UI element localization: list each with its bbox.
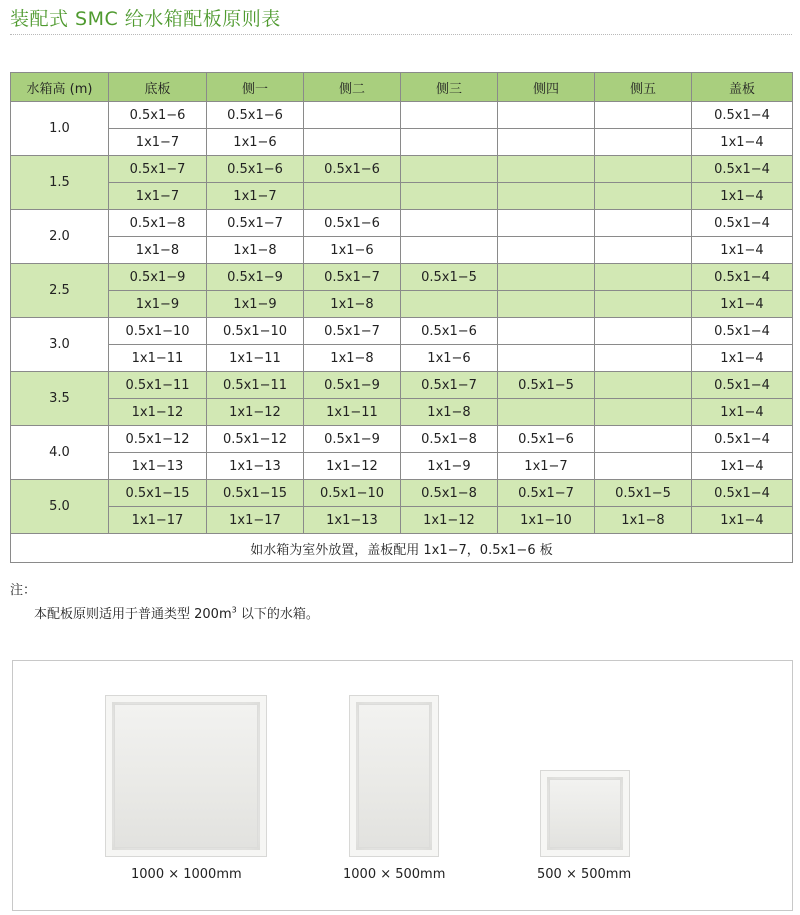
column-header: 水箱高 (m) [11, 73, 109, 102]
table-cell: 0.5x1−8 [401, 426, 498, 453]
table-cell: 1x1−13 [109, 453, 207, 480]
table-cell: 0.5x1−8 [109, 210, 207, 237]
table-cell [595, 426, 692, 453]
table-cell: 0.5x1−4 [692, 210, 793, 237]
table-row [11, 453, 793, 480]
table-cell: 1x1−8 [109, 237, 207, 264]
table-cell: 0.5x1−11 [207, 372, 304, 399]
table-cell: 1x1−4 [692, 507, 793, 534]
table-cell: 0.5x1−9 [109, 264, 207, 291]
tank-height-cell: 1.5 [11, 156, 109, 210]
table-cell: 1x1−8 [595, 507, 692, 534]
note-title: 注： [10, 583, 37, 598]
table-cell: 0.5x1−4 [692, 426, 793, 453]
tank-height-cell: 5.0 [11, 480, 109, 534]
table-cell: 1x1−8 [207, 237, 304, 264]
table-cell: 0.5x1−12 [207, 426, 304, 453]
table-cell [498, 345, 595, 372]
table-cell [498, 129, 595, 156]
table-cell: 1x1−9 [109, 291, 207, 318]
table-cell: 1x1−6 [401, 345, 498, 372]
table-cell: 0.5x1−11 [109, 372, 207, 399]
table-cell: 0.5x1−10 [304, 480, 401, 507]
table-cell: 1x1−10 [498, 507, 595, 534]
table-cell [498, 318, 595, 345]
table-row [11, 237, 793, 264]
note-superscript: 3 [231, 605, 237, 615]
table-cell: 0.5x1−6 [109, 102, 207, 129]
panel-photo-1000x1000 [105, 695, 267, 857]
table-row [11, 372, 793, 399]
tank-height-cell: 2.5 [11, 264, 109, 318]
panel-photo-500x500 [540, 770, 630, 857]
table-row [11, 345, 793, 372]
table-cell: 1x1−7 [498, 453, 595, 480]
table-cell [498, 291, 595, 318]
title-divider [10, 34, 792, 35]
column-header: 底板 [109, 73, 207, 102]
table-cell: 0.5x1−4 [692, 480, 793, 507]
table-cell [595, 264, 692, 291]
table-cell [595, 291, 692, 318]
table-cell: 0.5x1−9 [304, 372, 401, 399]
table-cell [498, 183, 595, 210]
table-cell: 1x1−11 [304, 399, 401, 426]
note-text-tail: 以下的水箱。 [236, 607, 319, 622]
product-photo-box [12, 660, 793, 911]
table-cell [498, 237, 595, 264]
table-cell [595, 210, 692, 237]
panel-caption-1000x500: 1000 × 500mm [343, 867, 446, 882]
table-cell [595, 183, 692, 210]
table-header-row [11, 73, 793, 102]
table-cell: 0.5x1−12 [109, 426, 207, 453]
table-row [11, 102, 793, 129]
table-cell [498, 210, 595, 237]
table-row [11, 480, 793, 507]
table-cell: 1x1−7 [109, 129, 207, 156]
table-cell [595, 102, 692, 129]
table-cell: 0.5x1−10 [207, 318, 304, 345]
column-header: 侧三 [401, 73, 498, 102]
table-cell: 1x1−13 [207, 453, 304, 480]
table-cell: 0.5x1−4 [692, 156, 793, 183]
table-cell: 1x1−9 [401, 453, 498, 480]
table-cell [595, 399, 692, 426]
table-row [11, 318, 793, 345]
table-cell [595, 237, 692, 264]
table-cell: 0.5x1−6 [401, 318, 498, 345]
note-text [34, 603, 319, 622]
table-cell [401, 210, 498, 237]
table-cell: 1x1−12 [207, 399, 304, 426]
table-cell: 1x1−7 [109, 183, 207, 210]
tank-height-cell: 1.0 [11, 102, 109, 156]
table-cell: 0.5x1−7 [304, 318, 401, 345]
table-row [11, 291, 793, 318]
table-footer-row [11, 534, 793, 563]
tank-height-cell: 2.0 [11, 210, 109, 264]
note-text-main: 本配板原则适用于普通类型 200m [34, 607, 232, 622]
table-cell: 0.5x1−5 [595, 480, 692, 507]
table-cell: 0.5x1−5 [498, 372, 595, 399]
tank-height-cell: 3.0 [11, 318, 109, 372]
table-row [11, 399, 793, 426]
table-cell: 1x1−4 [692, 345, 793, 372]
table-cell: 1x1−4 [692, 183, 793, 210]
table-cell: 0.5x1−7 [304, 264, 401, 291]
page-title: 装配式 SMC 给水箱配板原则表 [10, 8, 281, 30]
table-cell: 1x1−4 [692, 453, 793, 480]
table-cell: 0.5x1−9 [207, 264, 304, 291]
table-cell: 1x1−12 [109, 399, 207, 426]
table-cell: 1x1−4 [692, 291, 793, 318]
table-cell: 0.5x1−6 [207, 156, 304, 183]
table-cell: 0.5x1−5 [401, 264, 498, 291]
table-cell: 0.5x1−4 [692, 372, 793, 399]
table-footer-note: 如水箱为室外放置，盖板配用 1x1−7，0.5x1−6 板 [11, 534, 793, 563]
table-cell [595, 345, 692, 372]
table-cell: 0.5x1−4 [692, 264, 793, 291]
table-cell: 0.5x1−4 [692, 318, 793, 345]
table-cell: 0.5x1−6 [207, 102, 304, 129]
table-row [11, 210, 793, 237]
table-cell [401, 183, 498, 210]
tank-height-cell: 3.5 [11, 372, 109, 426]
panel-caption-1000x1000: 1000 × 1000mm [131, 867, 242, 882]
panel-config-table [10, 72, 793, 563]
table-cell: 1x1−12 [304, 453, 401, 480]
table-cell [498, 399, 595, 426]
table-cell: 1x1−8 [304, 291, 401, 318]
panel-photo-1000x500 [349, 695, 439, 857]
table-cell [595, 453, 692, 480]
table-row [11, 156, 793, 183]
table-cell: 0.5x1−8 [401, 480, 498, 507]
column-header: 侧二 [304, 73, 401, 102]
table-cell: 0.5x1−7 [207, 210, 304, 237]
table-cell [304, 183, 401, 210]
table-cell [304, 102, 401, 129]
table-cell [595, 129, 692, 156]
table-cell: 1x1−8 [401, 399, 498, 426]
table-cell: 0.5x1−15 [207, 480, 304, 507]
table-cell [498, 156, 595, 183]
table-cell [401, 156, 498, 183]
table-cell [498, 102, 595, 129]
column-header: 侧一 [207, 73, 304, 102]
table-cell: 1x1−6 [207, 129, 304, 156]
table-cell [401, 129, 498, 156]
column-header: 盖板 [692, 73, 793, 102]
table-cell: 1x1−17 [109, 507, 207, 534]
table-row [11, 426, 793, 453]
table-cell: 1x1−6 [304, 237, 401, 264]
table-cell [304, 129, 401, 156]
column-header: 侧五 [595, 73, 692, 102]
table-cell: 1x1−8 [304, 345, 401, 372]
table-cell [595, 372, 692, 399]
table-cell: 1x1−11 [207, 345, 304, 372]
table-row [11, 183, 793, 210]
table-cell [401, 237, 498, 264]
table-cell: 1x1−4 [692, 237, 793, 264]
table-cell: 1x1−12 [401, 507, 498, 534]
table-cell: 1x1−17 [207, 507, 304, 534]
table-row [11, 264, 793, 291]
table-cell: 1x1−9 [207, 291, 304, 318]
table-row [11, 129, 793, 156]
table-cell: 0.5x1−10 [109, 318, 207, 345]
table-cell: 0.5x1−7 [498, 480, 595, 507]
table-cell: 0.5x1−6 [498, 426, 595, 453]
table-cell: 0.5x1−6 [304, 156, 401, 183]
tank-height-cell: 4.0 [11, 426, 109, 480]
table-cell [401, 102, 498, 129]
table-cell [595, 156, 692, 183]
table-cell: 1x1−7 [207, 183, 304, 210]
table-cell: 0.5x1−7 [401, 372, 498, 399]
table-cell: 1x1−13 [304, 507, 401, 534]
panel-caption-500x500: 500 × 500mm [537, 867, 632, 882]
table-cell: 0.5x1−6 [304, 210, 401, 237]
table-cell: 1x1−11 [109, 345, 207, 372]
table-cell [401, 291, 498, 318]
table-cell [498, 264, 595, 291]
table-cell: 1x1−4 [692, 399, 793, 426]
table-cell [595, 318, 692, 345]
table-cell: 0.5x1−7 [109, 156, 207, 183]
table-cell: 0.5x1−15 [109, 480, 207, 507]
table-cell: 0.5x1−9 [304, 426, 401, 453]
table-cell: 1x1−4 [692, 129, 793, 156]
column-header: 侧四 [498, 73, 595, 102]
table-cell: 0.5x1−4 [692, 102, 793, 129]
table-row [11, 507, 793, 534]
